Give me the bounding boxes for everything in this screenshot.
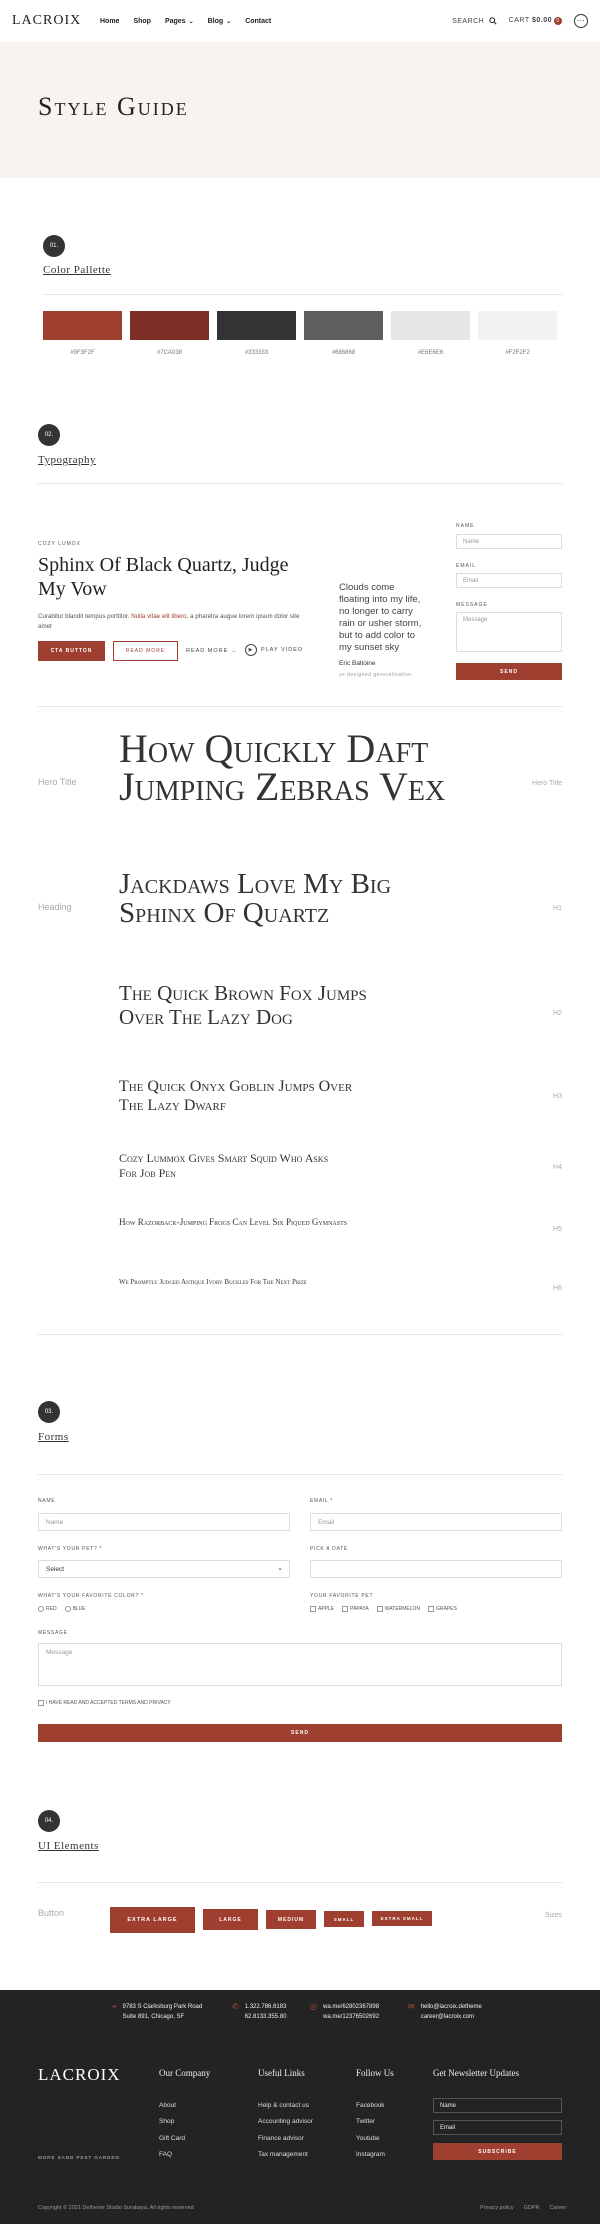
- field-label: EMAIL *: [310, 1498, 334, 1504]
- divider: [38, 483, 562, 484]
- message-field[interactable]: Message: [456, 612, 562, 652]
- checkbox-watermelon[interactable]: [377, 1606, 420, 1612]
- testimonial-role: ux designed generalisation: [339, 672, 412, 678]
- send-button[interactable]: SEND: [456, 663, 562, 680]
- demo-body-text: Curabitur blandit tempus porttitor.: [38, 613, 130, 620]
- row-label-heading: Heading: [38, 902, 72, 912]
- checkbox-grapes[interactable]: [428, 1606, 457, 1612]
- divider: [43, 294, 562, 295]
- hero-title-sample: How Quickly Daft Jumping Zebras Vex: [119, 726, 446, 809]
- nav-shop[interactable]: Shop: [133, 17, 151, 25]
- whatsapp-line[interactable]: wa.me/62802367898: [322, 2004, 380, 2010]
- row-tag-h5: H5: [553, 1226, 562, 1233]
- section-number-badge: 03.: [38, 1401, 60, 1423]
- chevron-down-icon: ⌄: [226, 18, 232, 25]
- read-more-button[interactable]: READ MORE: [113, 641, 178, 661]
- footer-legal-link[interactable]: Privacy policy: [480, 2205, 514, 2211]
- row-tag-h3: H3: [553, 1093, 562, 1100]
- chevron-down-icon: ⌄: [277, 1565, 283, 1572]
- footer-link[interactable]: Gift Card: [159, 2135, 186, 2142]
- field-label: WHAT'S YOUR PET? *: [38, 1546, 103, 1552]
- button-extra-small[interactable]: EXTRA SMALL: [372, 1911, 432, 1926]
- footer-address: [112, 2002, 202, 2022]
- swatch-label: #333333: [244, 350, 269, 356]
- testimonial-quote: Clouds come floating into my life, no longer to carry rain or usher storm, but to add color to my sunset sky: [339, 582, 422, 653]
- newsletter-name-field[interactable]: Name: [433, 2098, 562, 2113]
- row-tag-sizes: Sizes: [544, 1912, 562, 1919]
- play-video-label: PLAY VIDEO: [261, 647, 304, 653]
- email-field[interactable]: Email: [456, 573, 562, 588]
- address-block: [123, 2002, 203, 2022]
- legal-links: [480, 2205, 566, 2211]
- cart-count-badge: 0: [554, 17, 562, 25]
- terms-label: I HAVE READ AND ACCEPTED TERMS AND PRIVACY: [46, 1700, 171, 1706]
- message-field[interactable]: Message: [38, 1643, 562, 1686]
- nav-contact[interactable]: Contact: [245, 17, 272, 25]
- checkbox-label: PAPAYA: [350, 1606, 369, 1612]
- radio-icon: [38, 1606, 44, 1612]
- cart-amount: $0.00: [531, 17, 552, 24]
- checkbox-icon: [377, 1606, 383, 1612]
- swatch-label: #7CA038: [156, 350, 183, 356]
- footer-tagline: MORE SAND PEST GARDEN: [38, 2155, 120, 2160]
- row-tag-h1: H1: [553, 905, 562, 912]
- cta-button[interactable]: CTA BUTTON: [38, 641, 105, 661]
- footer-link[interactable]: Instagram: [356, 2151, 385, 2158]
- radio-label: RED: [46, 1606, 57, 1612]
- footer-email: [408, 2002, 482, 2022]
- site-header: [0, 0, 600, 42]
- footer-link[interactable]: Finance advisor: [258, 2135, 304, 2142]
- row-label-button: Button: [38, 1908, 65, 1918]
- cart-label: CART: [508, 17, 530, 24]
- pet-checkbox-group: [310, 1606, 457, 1612]
- checkbox-icon: [310, 1606, 316, 1612]
- footer-col-title: Get Newsletter Updates: [433, 2068, 519, 2078]
- swatch-charcoal: [217, 311, 296, 340]
- demo-title: Sphinx Of Black Quartz, Judge My Vow: [38, 554, 289, 600]
- nav-blog[interactable]: [208, 18, 232, 25]
- checkbox-apple[interactable]: [310, 1606, 334, 1612]
- checkbox-icon: [342, 1606, 348, 1612]
- nav-home[interactable]: Home: [100, 17, 120, 25]
- swatch-light-gray: [391, 311, 470, 340]
- row-tag-h2: H2: [553, 1010, 562, 1017]
- phone-block: [245, 2002, 287, 2022]
- email-line[interactable]: career@lacroix.com: [420, 2014, 475, 2020]
- checkbox-icon: [38, 1700, 44, 1706]
- row-tag-hero: Hero Title: [532, 780, 562, 787]
- subscribe-button[interactable]: SUBSCRIBE: [433, 2143, 562, 2160]
- address-line: Suite 891, Chicago, SF: [122, 2014, 185, 2020]
- nav-blog-label: Blog: [207, 17, 224, 25]
- form-send-button[interactable]: SEND: [38, 1724, 562, 1742]
- divider: [38, 1882, 562, 1883]
- h6-sample: We Promptly Judged Antique Ivory Buckles For The Next Prize: [119, 1278, 307, 1286]
- nav-pages-label: Pages: [164, 17, 186, 25]
- swatch-gray: [304, 311, 383, 340]
- read-more-link[interactable]: [186, 648, 237, 654]
- mail-icon: ✉: [408, 2002, 415, 2011]
- name-field[interactable]: Name: [456, 534, 562, 549]
- demo-body-text: a pharetra augue lorem ipsum dolor site amet: [38, 613, 300, 630]
- swatch-label: #686868: [331, 350, 356, 356]
- swatch-label: #E6E6E6: [417, 350, 444, 356]
- play-video-button[interactable]: [245, 644, 303, 656]
- whatsapp-icon: ◎: [310, 2002, 317, 2011]
- footer-logo[interactable]: LACROIX: [38, 2065, 121, 2084]
- field-label: MESSAGE: [456, 602, 488, 608]
- button-extra-large[interactable]: EXTRA LARGE: [110, 1907, 195, 1933]
- phone-icon: ✆: [232, 2002, 239, 2011]
- button-small[interactable]: SMALL: [324, 1911, 364, 1927]
- section-title-forms: Forms: [38, 1431, 69, 1443]
- newsletter-email-field[interactable]: Email: [433, 2120, 562, 2135]
- footer-link[interactable]: About: [159, 2102, 176, 2109]
- search-button[interactable]: [452, 17, 497, 25]
- swatch-primary: [43, 311, 122, 340]
- cart-button[interactable]: [509, 17, 562, 25]
- field-label: WHAT'S YOUR FAVORITE COLOR? *: [38, 1593, 144, 1599]
- field-label: NAME: [38, 1498, 56, 1504]
- h3-sample: The Quick Onyx Goblin Jumps Over The Lazy Dwarf: [119, 1078, 353, 1114]
- swatch-label: #9F3F2F: [70, 350, 95, 356]
- footer-link[interactable]: Tax management: [258, 2151, 308, 2158]
- footer-whatsapp: [310, 2002, 379, 2022]
- footer-legal-link[interactable]: Career: [549, 2205, 567, 2211]
- footer-col-title: Useful Links: [258, 2068, 305, 2078]
- row-tag-h6: H6: [553, 1285, 562, 1292]
- h2-sample: The Quick Brown Fox Jumps Over The Lazy Dog: [119, 981, 367, 1029]
- button-large[interactable]: LARGE: [203, 1909, 258, 1930]
- search-label: SEARCH: [452, 17, 485, 25]
- whatsapp-line[interactable]: wa.me/12376502692: [322, 2014, 380, 2020]
- footer-link[interactable]: Help & contact us: [258, 2102, 309, 2109]
- more-menu-button[interactable]: [574, 14, 588, 28]
- field-label: MESSAGE: [38, 1630, 68, 1636]
- color-radio-group: [38, 1606, 86, 1612]
- section-title-ui-elements: UI Elements: [38, 1840, 99, 1852]
- h1-sample: Jackdaws Love My Big Sphinx Of Quartz: [119, 868, 392, 929]
- eyebrow-label: COZY LUMOX: [38, 541, 81, 547]
- swatch-dark-red: [130, 311, 209, 340]
- address-line: 9783 S Clarksburg Park Road: [122, 2004, 203, 2010]
- whatsapp-block: [323, 2002, 379, 2022]
- h4-sample: Cozy Lummox Gives Smart Squid Who Asks For Job Pen: [119, 1151, 329, 1180]
- field-label: YOUR FAVORITE PET: [310, 1593, 374, 1599]
- chevron-down-icon: ⌄: [188, 18, 194, 25]
- more-dots-icon: ⋯: [576, 16, 586, 25]
- checkbox-papaya[interactable]: [342, 1606, 369, 1612]
- demo-body-link[interactable]: Nulla vitae elit libero,: [131, 613, 189, 620]
- phone-line[interactable]: 1.322.786.6183: [244, 2004, 287, 2010]
- arrow-right-icon: →: [230, 648, 238, 654]
- swatch-off-white: [478, 311, 557, 340]
- section-number-badge: 01.: [43, 235, 65, 257]
- site-logo[interactable]: LACROIX: [12, 13, 82, 28]
- header-actions: [452, 14, 588, 28]
- main-nav: [100, 18, 271, 25]
- read-more-link-label: READ MORE: [186, 648, 229, 654]
- section-number-badge: 02.: [38, 424, 60, 446]
- section-title-color-palette: Color Pallette: [43, 264, 111, 276]
- footer-link[interactable]: Accounting advisor: [258, 2118, 313, 2125]
- footer-link[interactable]: Facebook: [356, 2102, 385, 2109]
- swatch-label: #F2F2F2: [505, 350, 530, 356]
- date-field[interactable]: [310, 1560, 562, 1578]
- pet-select[interactable]: [38, 1560, 290, 1578]
- footer-col-title: Follow Us: [356, 2068, 394, 2078]
- footer-link[interactable]: Twitter: [356, 2118, 376, 2125]
- field-label: EMAIL: [456, 563, 477, 569]
- checkbox-label: GRAPES: [435, 1606, 457, 1612]
- row-tag-h4: H4: [553, 1164, 562, 1171]
- email-line[interactable]: hello@lacroix.detheme: [420, 2004, 482, 2010]
- email-field[interactable]: Email: [310, 1513, 562, 1531]
- testimonial-author: Eric Baltoine: [339, 660, 376, 667]
- radio-label: BLUE: [72, 1606, 86, 1612]
- h5-sample: How Razorback-Jumping Frogs Can Level Six Piqued Gymnasts: [119, 1217, 348, 1227]
- copyright-text: Copyright © 2021 Detheme Studio Surabaya. All rights reserved: [38, 2205, 194, 2211]
- email-block: [421, 2002, 482, 2022]
- terms-checkbox[interactable]: [38, 1700, 171, 1706]
- phone-line[interactable]: 62.8133.355.80: [244, 2014, 287, 2020]
- footer-phone: [232, 2002, 286, 2022]
- radio-icon: [65, 1606, 71, 1612]
- radio-red[interactable]: [38, 1606, 57, 1612]
- page-hero: [0, 42, 600, 178]
- field-label: NAME: [456, 523, 475, 529]
- footer-link[interactable]: Youtube: [356, 2135, 380, 2142]
- search-icon: [489, 17, 497, 25]
- field-label: PICK A DATE: [310, 1546, 348, 1552]
- footer-link[interactable]: Shop: [159, 2118, 175, 2125]
- site-footer: [0, 1990, 600, 2224]
- name-field[interactable]: Name: [38, 1513, 290, 1531]
- row-label-hero: Hero Title: [38, 777, 77, 787]
- section-number-badge: 04.: [38, 1810, 60, 1832]
- page-title: Style Guide: [38, 92, 189, 121]
- divider: [38, 1474, 562, 1475]
- divider: [38, 1334, 562, 1335]
- pet-select-value: Select: [46, 1566, 65, 1573]
- demo-body: [38, 612, 303, 632]
- footer-legal-link[interactable]: GDPR: [523, 2205, 540, 2211]
- radio-blue[interactable]: [65, 1606, 86, 1612]
- footer-link[interactable]: FAQ: [159, 2151, 173, 2158]
- button-medium[interactable]: MEDIUM: [266, 1910, 316, 1929]
- section-title-typography: Typography: [38, 454, 96, 466]
- checkbox-label: APPLE: [318, 1606, 335, 1612]
- checkbox-label: WATERMELON: [384, 1606, 420, 1612]
- nav-pages[interactable]: [165, 18, 194, 25]
- location-icon: ⌖: [112, 2002, 117, 2011]
- divider: [38, 706, 562, 707]
- checkbox-icon: [428, 1606, 434, 1612]
- play-icon: ▶: [245, 644, 257, 656]
- footer-col-title: Our Company: [159, 2068, 211, 2078]
